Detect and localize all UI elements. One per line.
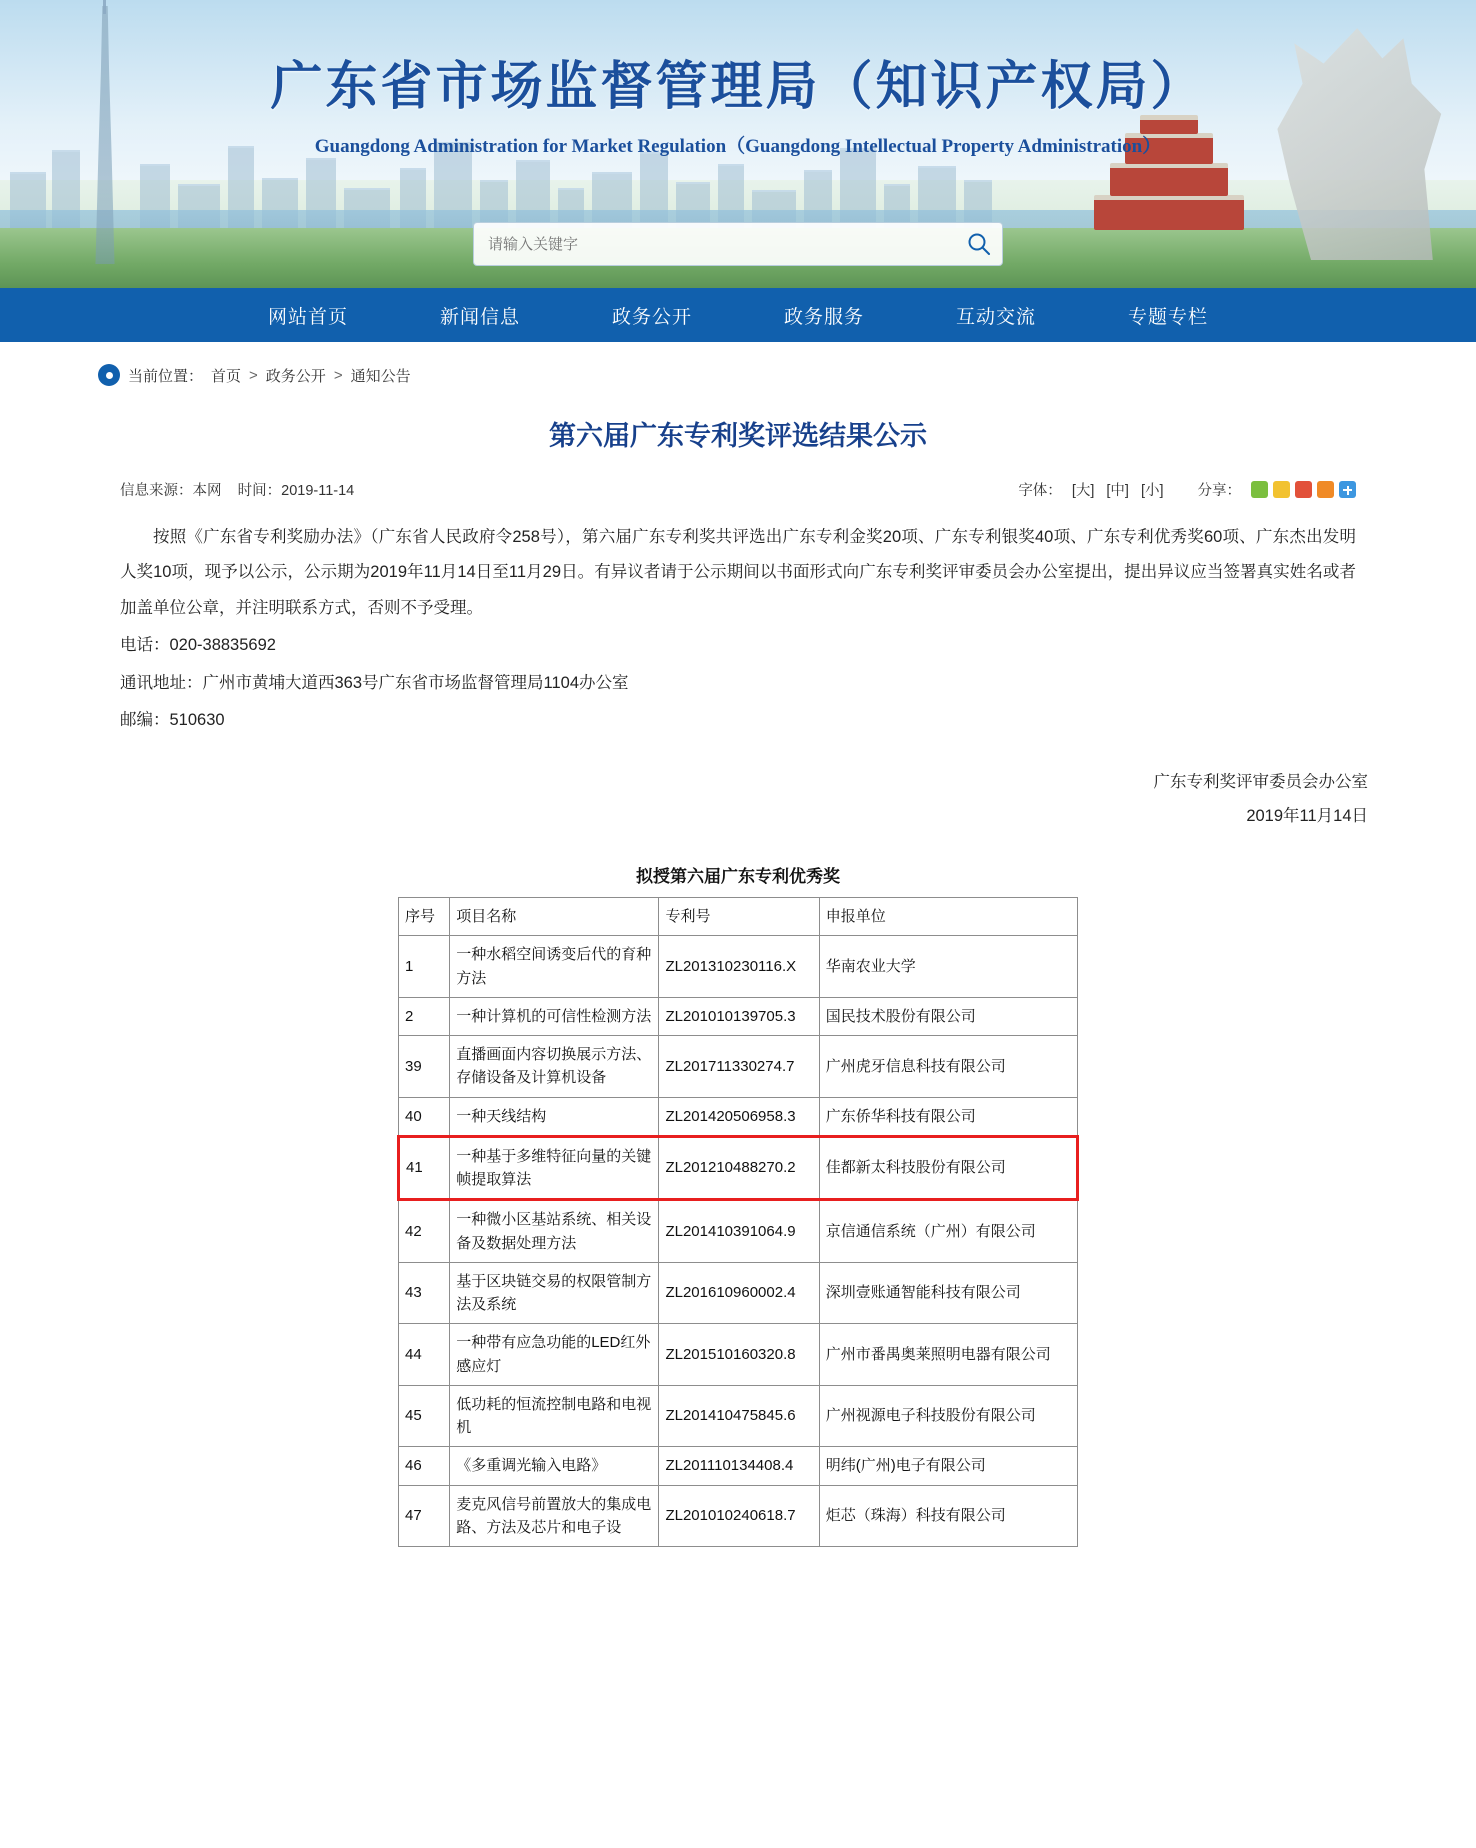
table-row xyxy=(399,1036,1078,1098)
column-header-name: 项目名称 xyxy=(450,898,659,936)
cell-applicant: 广州虎牙信息科技有限公司 xyxy=(819,1036,1077,1098)
share-plus-icon[interactable] xyxy=(1339,481,1356,498)
cell-no: 2 xyxy=(399,997,450,1035)
table-row xyxy=(399,936,1078,998)
breadcrumb xyxy=(0,342,1476,386)
cell-patent-number: ZL201410391064.9 xyxy=(659,1200,819,1263)
cell-patent-number: ZL201610960002.4 xyxy=(659,1262,819,1324)
breadcrumb-item-government-affairs[interactable]: 政务公开 xyxy=(265,367,326,385)
cell-applicant: 炬芯（珠海）科技有限公司 xyxy=(819,1485,1077,1547)
cell-project-name: 一种微小区基站系统、相关设备及数据处理方法 xyxy=(450,1200,659,1263)
meta-tools xyxy=(1018,479,1356,500)
page-title: 第六届广东专利奖评选结果公示 xyxy=(549,421,927,452)
site-title: 广东省市场监督管理局（知识产权局） xyxy=(270,57,1206,117)
cell-no: 1 xyxy=(399,936,450,998)
breadcrumb-separator: > xyxy=(333,366,343,384)
cell-project-name: 一种水稻空间诱变后代的育种方法 xyxy=(450,936,659,998)
cell-patent-number: ZL201210488270.2 xyxy=(659,1136,819,1200)
breadcrumb-item-home[interactable]: 首页 xyxy=(211,367,242,385)
cell-patent-number: ZL201310230116.X xyxy=(659,936,819,998)
banner-text-block xyxy=(0,44,1476,158)
cell-no: 43 xyxy=(399,1262,450,1324)
cell-applicant: 国民技术股份有限公司 xyxy=(819,997,1077,1035)
cell-applicant: 京信通信系统（广州）有限公司 xyxy=(819,1200,1077,1263)
column-header-org: 申报单位 xyxy=(819,898,1077,936)
cell-applicant: 华南农业大学 xyxy=(819,936,1077,998)
fontsize-small-button[interactable]: [小] xyxy=(1140,483,1164,499)
share-label: 分享： xyxy=(1197,483,1241,499)
share-green-icon[interactable] xyxy=(1251,481,1268,498)
cell-no: 44 xyxy=(399,1324,450,1386)
cell-patent-number: ZL201410475845.6 xyxy=(659,1385,819,1447)
cell-applicant: 广州视源电子科技股份有限公司 xyxy=(819,1385,1077,1447)
cell-project-name: 一种基于多维特征向量的关键帧提取算法 xyxy=(450,1136,659,1200)
cell-applicant: 广东侨华科技有限公司 xyxy=(819,1097,1077,1136)
body-paragraph-1: 按照《广东省专利奖励办法》（广东省人民政府令258号），第六届广东专利奖共评选出广东专利金奖20项、广东专利银奖40项、广东专利优秀奖60项、广东杰出发明人奖10项，现予以公示，公示期为2019年11月14日至11月29日。有异议者请于公示期间以书面形式向广东专利奖评审委员会办公室提出，提出异议应当签署真实姓名或者加盖单位公章，并注明联系方式，否则不予受理。 xyxy=(120,528,1356,617)
cell-applicant: 广州市番禺奥莱照明电器有限公司 xyxy=(819,1324,1077,1386)
cell-patent-number: ZL201110134408.4 xyxy=(659,1447,819,1485)
signature-org: 广东专利奖评审委员会办公室 xyxy=(1153,772,1368,791)
cell-patent-number: ZL201010240618.7 xyxy=(659,1485,819,1547)
share-orange-icon[interactable] xyxy=(1317,481,1334,498)
cell-project-name: 一种带有应急功能的LED红外感应灯 xyxy=(450,1324,659,1386)
meta-source-time xyxy=(120,479,354,500)
time-value: 2019-11-14 xyxy=(281,483,355,499)
table-row xyxy=(399,997,1078,1035)
table-row xyxy=(399,1324,1078,1386)
time-label: 时间： xyxy=(237,483,282,499)
location-pin-icon xyxy=(98,364,120,386)
site-subtitle: Guangdong Administration for Market Regulation（Guangdong Intellectual Property Administration） xyxy=(314,136,1162,157)
search-input[interactable] xyxy=(474,236,956,253)
table-row xyxy=(399,1385,1078,1447)
cell-patent-number: ZL201010139705.3 xyxy=(659,997,819,1035)
cell-no: 47 xyxy=(399,1485,450,1547)
cell-applicant: 佳都新太科技股份有限公司 xyxy=(819,1136,1077,1200)
award-table-title: 拟授第六届广东专利优秀奖 xyxy=(636,867,840,887)
site-banner xyxy=(0,0,1476,288)
breadcrumb-item-notices[interactable]: 通知公告 xyxy=(350,367,411,385)
nav-item-special-topics[interactable]: 专题专栏 xyxy=(1127,306,1208,328)
breadcrumb-separator: > xyxy=(249,366,258,384)
cell-no: 40 xyxy=(399,1097,450,1136)
fontsize-medium-button[interactable]: [中] xyxy=(1106,483,1129,499)
table-row xyxy=(399,1200,1078,1263)
nav-item-news[interactable]: 新闻信息 xyxy=(439,306,520,328)
cell-patent-number: ZL201510160320.8 xyxy=(659,1324,819,1386)
cell-project-name: 《多重调光输入电路》 xyxy=(450,1447,659,1485)
share-yellow-icon[interactable] xyxy=(1273,481,1290,498)
source-value: 本网 xyxy=(192,483,222,499)
body-paragraph-address: 通讯地址：广州市黄埔大道西363号广东省市场监督管理局1104办公室 xyxy=(120,673,629,692)
cell-project-name: 一种计算机的可信性检测方法 xyxy=(450,997,659,1035)
table-row xyxy=(399,1485,1078,1547)
cell-project-name: 基于区块链交易的权限管制方法及系统 xyxy=(450,1262,659,1324)
cell-project-name: 麦克风信号前置放大的集成电路、方法及芯片和电子设 xyxy=(450,1485,659,1547)
nav-item-home[interactable]: 网站首页 xyxy=(267,306,348,328)
cell-no: 42 xyxy=(399,1200,450,1263)
document-signature xyxy=(0,741,1476,834)
search-bar[interactable] xyxy=(473,222,1003,266)
share-icon-group xyxy=(1251,481,1356,498)
body-paragraph-phone: 电话：020-38835692 xyxy=(120,636,276,655)
award-table xyxy=(397,897,1079,1547)
column-header-no: 序号 xyxy=(399,898,450,936)
cell-project-name: 低功耗的恒流控制电路和电视机 xyxy=(450,1385,659,1447)
award-table-body xyxy=(399,936,1078,1547)
page-content xyxy=(0,342,1476,1587)
body-paragraph-postcode: 邮编：510630 xyxy=(120,711,225,730)
column-header-patent: 专利号 xyxy=(659,898,819,936)
document-meta xyxy=(0,453,1476,500)
cell-no: 45 xyxy=(399,1385,450,1447)
cell-applicant: 明纬(广州)电子有限公司 xyxy=(819,1447,1077,1485)
source-label: 信息来源： xyxy=(120,483,193,499)
cell-project-name: 直播画面内容切换展示方法、存储设备及计算机设备 xyxy=(450,1036,659,1098)
table-row xyxy=(399,1097,1078,1136)
share-red-icon[interactable] xyxy=(1295,481,1312,498)
nav-item-interaction[interactable]: 互动交流 xyxy=(955,306,1036,328)
cell-patent-number: ZL201420506958.3 xyxy=(659,1097,819,1136)
table-row xyxy=(399,1262,1078,1324)
nav-item-government-services[interactable]: 政务服务 xyxy=(783,306,864,328)
document-body xyxy=(0,500,1476,739)
cell-no: 41 xyxy=(399,1136,450,1200)
cell-no: 39 xyxy=(399,1036,450,1098)
fontsize-large-button[interactable]: [大] xyxy=(1071,483,1095,499)
fontsize-label: 字体： xyxy=(1018,483,1062,499)
nav-item-government-affairs[interactable]: 政务公开 xyxy=(611,306,692,328)
table-header-row xyxy=(399,898,1078,936)
signature-date: 2019年11月14日 xyxy=(1246,807,1368,826)
table-row xyxy=(399,1447,1078,1485)
main-navigation xyxy=(0,288,1476,342)
tower-needle-icon xyxy=(103,0,106,14)
table-row xyxy=(399,1136,1078,1200)
breadcrumb-label: 当前位置： xyxy=(128,367,204,385)
cell-patent-number: ZL201711330274.7 xyxy=(659,1036,819,1098)
cell-project-name: 一种天线结构 xyxy=(450,1097,659,1136)
cell-no: 46 xyxy=(399,1447,450,1485)
cell-applicant: 深圳壹账通智能科技有限公司 xyxy=(819,1262,1077,1324)
search-icon[interactable] xyxy=(956,231,1002,257)
award-table-section xyxy=(0,834,1476,1547)
